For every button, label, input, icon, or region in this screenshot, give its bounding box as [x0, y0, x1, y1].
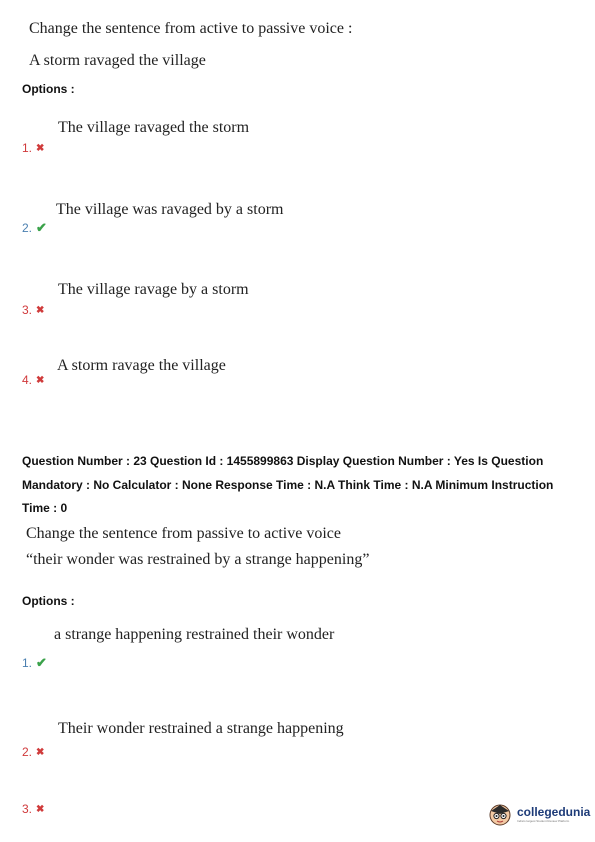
- question-sentence: “their wonder was restrained by a strange happening”: [26, 551, 370, 568]
- option-index: 3.: [22, 802, 33, 816]
- logo-name: collegedunia: [517, 805, 591, 819]
- option-text[interactable]: Their wonder restrained a strange happening: [58, 720, 344, 737]
- option-text[interactable]: a strange happening restrained their wonder: [54, 626, 335, 643]
- option-index: 1.: [22, 656, 33, 670]
- option-index: 4.: [22, 373, 33, 387]
- question-meta-line: Question Number : 23 Question Id : 1455899863 Display Question Number : Yes Is Question: [22, 454, 544, 468]
- option-text[interactable]: The village ravage by a storm: [58, 281, 249, 298]
- cross-icon: ✖: [36, 374, 45, 386]
- check-icon: ✔: [36, 220, 47, 235]
- logo-tagline: India's largest Student Review Platform: [517, 819, 570, 823]
- cross-icon: ✖: [36, 304, 45, 316]
- options-label: Options :: [22, 594, 75, 608]
- check-icon: ✔: [36, 655, 47, 670]
- option-number: [22, 303, 44, 317]
- mascot-icon: [488, 802, 512, 826]
- option-number: [22, 655, 47, 671]
- option-number: [22, 373, 44, 387]
- question-prompt: Change the sentence from passive to active voice: [26, 525, 341, 542]
- option-number: [22, 220, 47, 236]
- option-index: 2.: [22, 221, 33, 235]
- cross-icon: ✖: [36, 142, 45, 154]
- option-index: 1.: [22, 141, 33, 155]
- option-index: 2.: [22, 745, 33, 759]
- option-index: 3.: [22, 303, 33, 317]
- cross-icon: ✖: [36, 803, 45, 815]
- option-text[interactable]: The village was ravaged by a storm: [56, 201, 284, 218]
- question-meta-line: Time : 0: [22, 501, 68, 515]
- options-label: Options :: [22, 82, 75, 96]
- question-prompt: Change the sentence from active to passive voice :: [29, 20, 353, 37]
- option-number: [22, 802, 44, 816]
- question-sentence: A storm ravaged the village: [29, 52, 206, 69]
- question-meta-line: Mandatory : No Calculator : None Response Time : N.A Think Time : N.A Minimum Instruction: [22, 478, 554, 492]
- option-number: [22, 141, 44, 155]
- option-text[interactable]: The village ravaged the storm: [58, 119, 250, 136]
- collegedunia-logo: [488, 802, 590, 826]
- cross-icon: ✖: [36, 746, 45, 758]
- option-text[interactable]: A storm ravage the village: [57, 357, 226, 374]
- option-number: [22, 745, 44, 759]
